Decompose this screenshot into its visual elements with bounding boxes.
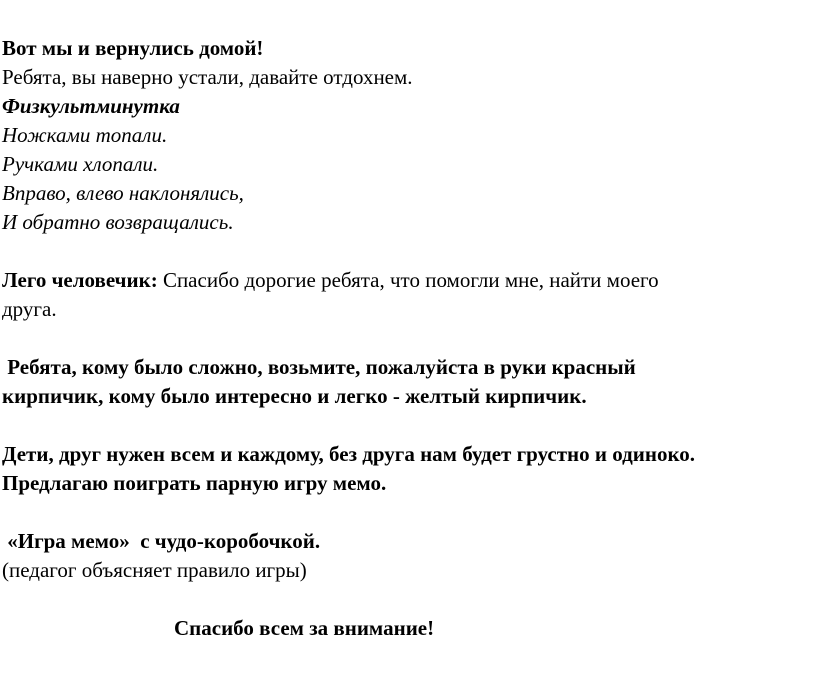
spacer (2, 498, 812, 527)
exercise-title: Физкультминутка (2, 94, 180, 118)
spacer (2, 324, 812, 353)
game-note: (педагог объясняет правило игры) (2, 558, 307, 582)
lego-speaker: Лего человечик: (2, 268, 158, 292)
intro-text: Ребята, вы наверно устали, давайте отдохнем. (2, 65, 413, 89)
lego-text: Спасибо дорогие ребята, что помогли мне, найти моего (157, 268, 659, 292)
heading: Вот мы и вернулись домой! (2, 36, 264, 60)
friends-line-1: Дети, друг нужен всем и каждому, без друга нам будет грустно и одиноко. (2, 442, 696, 466)
poem-line: Ручками хлопали. (2, 152, 159, 176)
poem-line: Вправо, влево наклонялись, (2, 181, 244, 205)
poem-line: И обратно возвращались. (2, 210, 234, 234)
spacer (2, 585, 812, 614)
reflection-line-2: кирпичик, кому было интересно и легко - желтый кирпичик. (2, 384, 587, 408)
friends-line-2: Предлагаю поиграть парную игру мемо. (2, 471, 387, 495)
reflection-line-1: Ребята, кому было сложно, возьмите, пожалуйста в руки красный (2, 355, 636, 379)
poem-line: Ножками топали. (2, 123, 168, 147)
spacer (2, 237, 812, 266)
lego-paragraph-line-1 (2, 266, 812, 295)
lego-paragraph-line-2: друга. (2, 297, 57, 321)
game-title: «Игра мемо» с чудо-коробочкой. (2, 529, 321, 553)
document-body (2, 34, 812, 643)
spacer (2, 411, 812, 440)
closing-line: Спасибо всем за внимание! (174, 616, 435, 640)
